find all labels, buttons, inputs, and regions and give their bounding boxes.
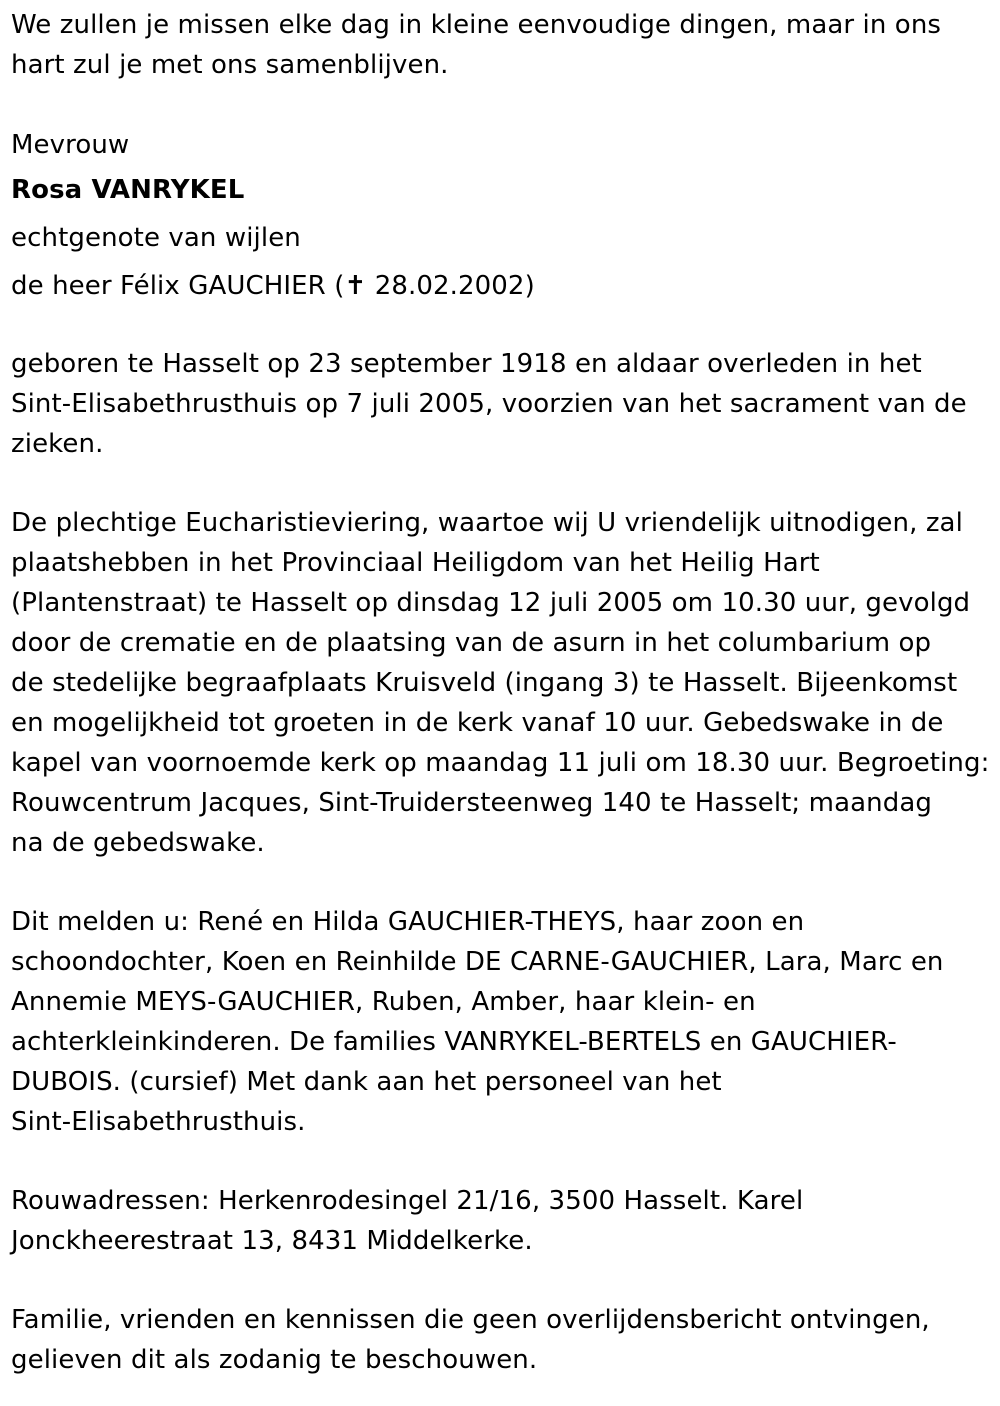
family-line: Annemie MEYS-GAUCHIER, Ruben, Amber, haar klein- en	[11, 987, 756, 1017]
deceased-block	[11, 124, 991, 310]
death-notice	[11, 0, 991, 1380]
addresses-paragraph	[11, 1181, 991, 1261]
closing-paragraph	[11, 1300, 991, 1380]
ceremony-paragraph	[11, 503, 991, 863]
spacer	[11, 1261, 991, 1300]
family-line: achterkleinkinderen. De families VANRYKEL-BERTELS en GAUCHIER-	[11, 1027, 897, 1057]
address-line: Jonckheerestraat 13, 8431 Middelkerke.	[11, 1226, 533, 1256]
closing-line: gelieven dit als zodanig te beschouwen.	[11, 1345, 538, 1375]
family-line: schoondochter, Koen en Reinhilde DE CARNE-GAUCHIER, Lara, Marc en	[11, 947, 944, 977]
spacer	[11, 85, 991, 124]
ceremony-line: kapel van voornoemde kerk op maandag 11 juli om 18.30 uur. Begroeting:	[11, 748, 990, 778]
ceremony-line: (Plantenstraat) te Hasselt op dinsdag 12 juli 2005 om 10.30 uur, gevolgd	[11, 588, 971, 618]
spacer	[11, 863, 991, 902]
deceased-relation: echtgenote van wijlen	[11, 223, 301, 253]
deceased-spouse: de heer Félix GAUCHIER (✝ 28.02.2002)	[11, 271, 535, 301]
family-line: Sint-Elisabethrusthuis.	[11, 1107, 306, 1137]
family-line: Dit melden u: René en Hilda GAUCHIER-THEYS, haar zoon en	[11, 907, 805, 937]
ceremony-line: Rouwcentrum Jacques, Sint-Truidersteenweg 140 te Hasselt; maandag	[11, 788, 932, 818]
family-line: DUBOIS. (cursief) Met dank aan het personeel van het	[11, 1067, 722, 1097]
ceremony-line: de stedelijke begraafplaats Kruisveld (ingang 3) te Hasselt. Bijeenkomst	[11, 668, 958, 698]
ceremony-line: De plechtige Eucharistieviering, waartoe wij U vriendelijk uitnodigen, zal	[11, 508, 963, 538]
intro-paragraph	[11, 0, 991, 85]
birth-death-paragraph	[11, 344, 991, 464]
address-line: Rouwadressen: Herkenrodesingel 21/16, 3500 Hasselt. Karel	[11, 1186, 804, 1216]
birth-death-line: geboren te Hasselt op 23 september 1918 en aldaar overleden in het	[11, 349, 922, 379]
spacer	[11, 464, 991, 503]
ceremony-line: na de gebedswake.	[11, 828, 265, 858]
closing-line: Familie, vrienden en kennissen die geen overlijdensbericht ontvingen,	[11, 1305, 930, 1335]
ceremony-line: door de crematie en de plaatsing van de asurn in het columbarium op	[11, 628, 932, 658]
intro-line: hart zul je met ons samenblijven.	[11, 50, 449, 80]
birth-death-line: zieken.	[11, 429, 104, 459]
spacer	[11, 1142, 991, 1181]
intro-line: We zullen je missen elke dag in kleine eenvoudige dingen, maar in ons	[11, 10, 942, 40]
ceremony-line: plaatshebben in het Provinciaal Heiligdom van het Heilig Hart	[11, 548, 820, 578]
birth-death-line: Sint-Elisabethrusthuis op 7 juli 2005, voorzien van het sacrament van de	[11, 389, 967, 419]
ceremony-line: en mogelijkheid tot groeten in de kerk vanaf 10 uur. Gebedswake in de	[11, 708, 944, 738]
family-paragraph	[11, 902, 991, 1142]
spacer	[11, 310, 991, 344]
deceased-name: Rosa VANRYKEL	[11, 175, 245, 205]
deceased-title: Mevrouw	[11, 130, 130, 160]
